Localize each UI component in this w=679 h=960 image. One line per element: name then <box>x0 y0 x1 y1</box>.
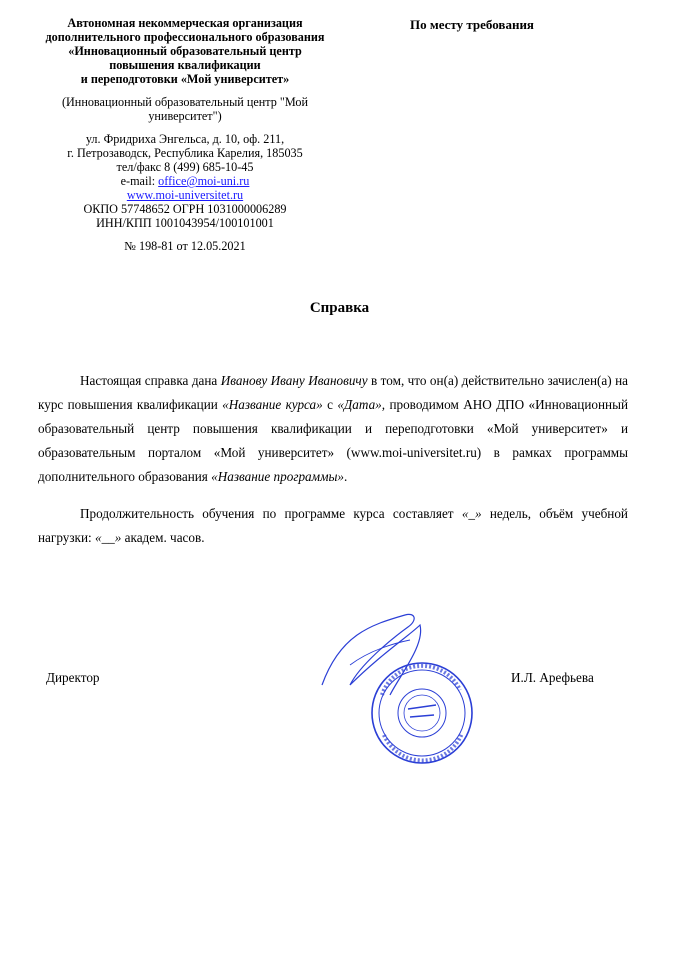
program-name: «Название программы» <box>211 469 345 484</box>
org-name-line: Автономная некоммерческая организация <box>67 16 303 30</box>
inn-kpp: ИНН/КПП 1001043954/100101001 <box>96 216 274 230</box>
org-contacts <box>30 132 340 230</box>
signatory-position: Директор <box>46 670 100 685</box>
weeks-count: «_» <box>461 506 482 521</box>
hours-count: «__» <box>94 530 122 545</box>
org-name-line: «Инновационный образовательный центр <box>68 44 302 58</box>
addressee: По месту требования <box>410 17 534 32</box>
website-link[interactable]: www.moi-universitet.ru <box>126 188 244 202</box>
email-line <box>30 174 340 188</box>
signatory-name: И.Л. Арефьева <box>511 670 594 685</box>
org-short-name: (Инновационный образовательный центр "Мой университет") <box>61 95 309 123</box>
website-line <box>30 188 340 202</box>
document-number: № 198-81 от 12.05.2021 <box>124 239 246 253</box>
email-link[interactable]: office@moi-uni.ru <box>158 174 250 188</box>
text-segment: проводимом АНО ДПО «Инновационный образовательный центр повышения квалификации и переподготовки «Мой университет» и образовательным порталом «Мой университет» (www.moi-universitet.ru) в рамках программы дополнительного образования <box>38 397 628 484</box>
okpo-ogrn: ОКПО 57748652 ОГРН 1031000006289 <box>83 202 287 216</box>
org-name-line: дополнительного профессионального образования <box>45 30 325 44</box>
email-prefix: e-mail: <box>120 174 159 188</box>
text-segment: академ. часов. <box>121 530 205 545</box>
document-title: Справка <box>309 300 370 316</box>
text-segment: . <box>344 469 348 484</box>
text-segment: в том, что он(а) действительно зачислен(а) на курс повышения квалификации <box>38 373 629 412</box>
org-name-line: повышения квалификации <box>109 58 261 72</box>
body-paragraph-2 <box>38 502 628 550</box>
text-segment: Настоящая справка дана <box>80 373 221 388</box>
address-line: г. Петрозаводск, Республика Карелия, 185035 <box>67 146 303 160</box>
body-paragraph-1 <box>38 369 628 489</box>
org-name <box>30 16 340 86</box>
text-segment: Продолжительность обучения по программе курса составляет <box>80 506 462 521</box>
organization-header <box>30 16 340 253</box>
student-name: Иванову Ивану Ивановичу <box>220 373 368 388</box>
text-segment: недель, объём учебной нагрузки: <box>38 506 628 545</box>
text-segment: с <box>322 397 338 412</box>
stamp-and-signature-icon <box>310 595 480 775</box>
course-name: «Название курса» <box>222 397 323 412</box>
course-date: «Дата», <box>337 397 386 412</box>
org-name-line: и переподготовки «Мой университет» <box>80 72 290 86</box>
address-line: ул. Фридриха Энгельса, д. 10, оф. 211, <box>85 132 285 146</box>
phone-line: тел/факс 8 (499) 685-10-45 <box>116 160 254 174</box>
